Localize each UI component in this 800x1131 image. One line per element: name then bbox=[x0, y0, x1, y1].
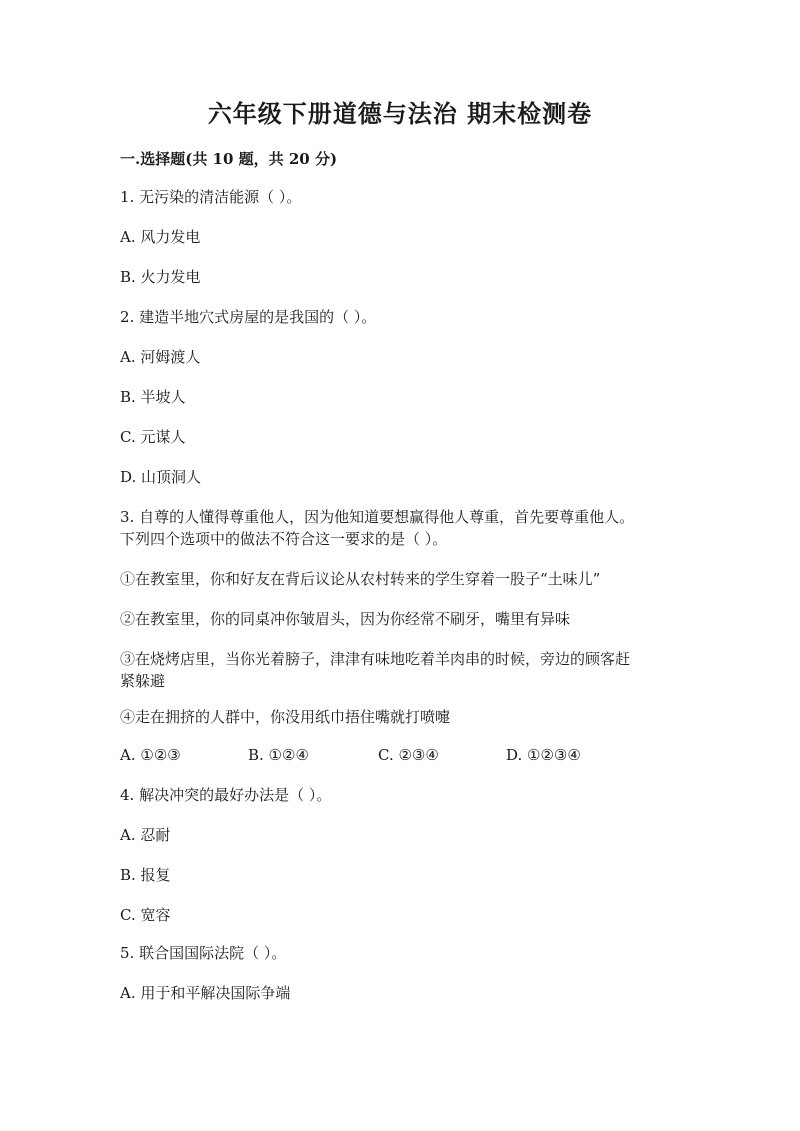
question-4-option-a: A. 忍耐 bbox=[120, 826, 171, 844]
question-3-statement-2: ②在教室里，你的同桌冲你皱眉头，因为你经常不刷牙，嘴里有异味 bbox=[120, 610, 571, 628]
question-5-option-a: A. 用于和平解决国际争端 bbox=[120, 984, 291, 1002]
question-3-option-d: D. ①②③④ bbox=[506, 746, 581, 764]
question-1-option-a: A. 风力发电 bbox=[120, 228, 201, 246]
question-4-option-b: B. 报复 bbox=[120, 866, 171, 884]
question-3-stem-line-2: 下列四个选项中的做法不符合这一要求的是（ ）。 bbox=[120, 530, 448, 548]
question-3-option-c: C. ②③④ bbox=[378, 746, 439, 764]
question-2-option-d: D. 山顶洞人 bbox=[120, 468, 202, 486]
question-1-option-b: B. 火力发电 bbox=[120, 268, 201, 286]
question-4-option-c: C. 宽容 bbox=[120, 906, 171, 924]
question-3-options bbox=[120, 744, 680, 766]
question-3-option-b: B. ①②④ bbox=[248, 746, 309, 764]
question-3-statement-1: ①在教室里，你和好友在背后议论从农村转来的学生穿着一股子“土味儿” bbox=[120, 570, 601, 588]
question-3-statement-3-line-1: ③在烧烤店里，当你光着膀子，津津有味地吃着羊肉串的时候，旁边的顾客赶 bbox=[120, 650, 631, 668]
question-5-stem: 5. 联合国国际法院（ ）。 bbox=[120, 944, 287, 962]
question-2-option-a: A. 河姆渡人 bbox=[120, 348, 201, 366]
question-2-stem: 2. 建造半地穴式房屋的是我国的（ ）。 bbox=[120, 308, 377, 326]
question-3-option-a: A. ①②③ bbox=[120, 746, 181, 764]
page-title: 六年级下册道德与法治 期末检测卷 bbox=[207, 99, 593, 128]
question-1-stem: 1. 无污染的清洁能源（ ）。 bbox=[120, 188, 302, 206]
question-3-stem-line-1: 3. 自尊的人懂得尊重他人，因为他知道要想赢得他人尊重，首先要尊重他人。 bbox=[120, 508, 635, 526]
question-2-option-c: C. 元谋人 bbox=[120, 428, 186, 446]
question-3-statement-4: ④走在拥挤的人群中，你没用纸巾捂住嘴就打喷嚏 bbox=[120, 708, 451, 726]
question-4-stem: 4. 解决冲突的最好办法是（ ）。 bbox=[120, 786, 332, 804]
section-heading: 一.选择题(共 10 题，共 20 分) bbox=[120, 150, 338, 168]
question-2-option-b: B. 半坡人 bbox=[120, 388, 186, 406]
question-3-statement-3-line-2: 紧躲避 bbox=[120, 672, 166, 690]
